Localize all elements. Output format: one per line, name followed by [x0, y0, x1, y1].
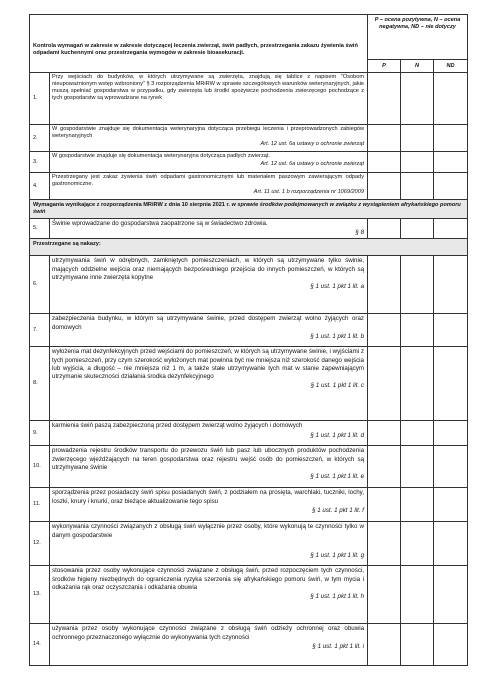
- row-number: 9.: [30, 421, 50, 446]
- legal-reference: Art. 12 ust. 6a ustawy o ochronie zwierząt: [260, 161, 365, 167]
- requirement-text: [50, 624, 368, 666]
- table-row: [30, 566, 468, 624]
- section-title-main: Wymagania wynikające z rozporządzenia MRiRW z dnia 10 sierpnia 2021 r.: [33, 202, 230, 208]
- header-row: [30, 15, 468, 60]
- table-row: [30, 256, 468, 314]
- table-row: [30, 522, 468, 566]
- table-row: [30, 421, 468, 446]
- inspection-checklist-table: [29, 14, 468, 666]
- cell-n[interactable]: [401, 446, 434, 488]
- legal-reference: Art. 11 ust. 1 b rozporządzenia nr 1069/2009: [253, 189, 365, 195]
- cell-n[interactable]: [401, 522, 434, 566]
- requirement-text: [50, 522, 368, 566]
- cell-p[interactable]: [368, 73, 401, 125]
- cell-p[interactable]: [368, 522, 401, 566]
- legal-reference: § 1 ust. 1 pkt 1 lit. c: [310, 382, 365, 390]
- table-row: [30, 219, 468, 239]
- cell-nd[interactable]: [434, 347, 468, 421]
- row-number: 12.: [30, 522, 50, 566]
- cell-p[interactable]: [368, 152, 401, 173]
- cell-p[interactable]: [368, 256, 401, 314]
- requirement-text: [50, 488, 368, 522]
- legal-reference: § 1 ust. 1 pkt 1 lit. e: [310, 473, 365, 481]
- requirement-text: [50, 566, 368, 624]
- section-header-row: [30, 200, 468, 219]
- rating-legend: P – ocena pozytywna, N – ocena negatywna, ND – nie dotyczy: [368, 15, 468, 60]
- row-number: 2.: [30, 125, 50, 152]
- row-number: 6.: [30, 256, 50, 314]
- cell-n[interactable]: [401, 73, 434, 125]
- cell-nd[interactable]: [434, 152, 468, 173]
- row-number: 7.: [30, 314, 50, 347]
- requirement-desc: utrzymywania świń w odrębnych, zamkniętych pomieszczeniach, w których są utrzymywane tylko świnie, mających oddzielne wejścia oraz niemających bezpośredniego przejścia do innych pomieszczeń, w których są utrzymywane inne zwierzęta kopytne: [52, 257, 365, 281]
- form-title: Kontrola wymagań w zakresie w zakresie dotyczącej leczenia zwierząt, świń padłych, przestrzegania zakazu żywienia świń odpadami kuchennymi oraz przestrzegania wymogów w zakresie bioasekuracji.: [30, 15, 368, 73]
- section-title: Przestrzegane są nakazy:: [30, 239, 468, 256]
- requirement-desc: karmienia świń paszą zabezpieczoną przed dostępem zwierząt wolno żyjących i domowych: [52, 422, 303, 430]
- requirement-text: [50, 314, 368, 347]
- cell-p[interactable]: [368, 446, 401, 488]
- section-title: [30, 200, 468, 219]
- cell-n[interactable]: [401, 347, 434, 421]
- cell-nd[interactable]: [434, 73, 468, 125]
- requirement-text: [50, 256, 368, 314]
- table-row: [30, 624, 468, 666]
- requirement-desc: Przestrzegany jest zakaz żywienia świń odpadami gastronomicznymi lub materiałem paszowym zawierającym odpady gastronomiczne.: [52, 174, 365, 187]
- column-header-nd: ND: [434, 60, 468, 73]
- requirement-desc: wykonywania czynności związanych z obsługą świń wyłącznie przez osoby, które wykonują te czynności tylko w danym gospodarstwie: [52, 523, 365, 539]
- cell-n[interactable]: [401, 421, 434, 446]
- column-header-n: N: [401, 60, 434, 73]
- requirement-desc: prowadzenia rejestru środków transportu do przewozu świń lub pasz lub ubocznych produktów pochodzenia zwierzęcego wjeżdżających na teren gospodarstwa oraz rejestru wejść osób do pomieszczeń, w których są utrzymywane świnie: [52, 447, 365, 471]
- legal-reference: Art. 12 ust. 6a ustawy o ochronie zwierząt: [260, 141, 365, 147]
- table-row: [30, 446, 468, 488]
- row-number: 8.: [30, 347, 50, 421]
- cell-p[interactable]: [368, 173, 401, 200]
- cell-nd[interactable]: [434, 624, 468, 666]
- requirement-desc: wyłożenia mat dezynfekcyjnych przed wejściami do pomieszczeń, w których są utrzymywane świnie, i wyjściami z tych pomieszczeń, przy czym szerokość wyłożonych mat powinna być nie mniejsza niż szerokość danego wejścia lub wyjścia, a długość – nie mniejsza niż 1 m, a także stałe utrzymywanie tych mat w stanie zapewniającym utrzymanie skuteczności działania środka dezynfekcyjnego: [52, 348, 365, 381]
- cell-nd[interactable]: [434, 566, 468, 624]
- cell-p[interactable]: [368, 219, 401, 239]
- legal-reference: § 8: [355, 229, 365, 237]
- cell-p[interactable]: [368, 488, 401, 522]
- legal-reference: § 1 ust. 1 pkt 1 lit. a: [310, 283, 365, 291]
- requirement-desc: Świnie wprowadzane do gospodarstwa zaopatrzone są w świadectwo zdrowia.: [52, 220, 268, 227]
- cell-n[interactable]: [401, 219, 434, 239]
- cell-p[interactable]: [368, 566, 401, 624]
- cell-nd[interactable]: [434, 125, 468, 152]
- cell-n[interactable]: [401, 488, 434, 522]
- row-number: 13.: [30, 566, 50, 624]
- requirement-text: [50, 125, 368, 152]
- cell-n[interactable]: [401, 566, 434, 624]
- table-row: [30, 314, 468, 347]
- cell-p[interactable]: [368, 624, 401, 666]
- row-number: 4.: [30, 173, 50, 200]
- cell-nd[interactable]: [434, 256, 468, 314]
- legal-reference: § 1 ust. 1 pkt 1 lit. h: [310, 593, 365, 601]
- cell-nd[interactable]: [434, 522, 468, 566]
- cell-nd[interactable]: [434, 421, 468, 446]
- cell-nd[interactable]: [434, 173, 468, 200]
- cell-p[interactable]: [368, 125, 401, 152]
- requirement-text: [50, 173, 368, 200]
- cell-nd[interactable]: [434, 446, 468, 488]
- column-header-p: P: [368, 60, 401, 73]
- requirement-text: [50, 421, 368, 446]
- cell-n[interactable]: [401, 125, 434, 152]
- cell-nd[interactable]: [434, 314, 468, 347]
- legal-reference: § 1 ust. 1 pkt 1 lit. i: [312, 642, 365, 650]
- table-row: [30, 488, 468, 522]
- legal-reference: § 1 ust. 1 pkt 1 lit. f: [312, 506, 365, 514]
- table-row: [30, 125, 468, 152]
- table-row: [30, 73, 468, 125]
- requirement-text: [50, 446, 368, 488]
- row-number: 1.: [30, 73, 50, 125]
- cell-n[interactable]: [401, 624, 434, 666]
- table-row: [30, 173, 468, 200]
- requirement-desc: zabezpieczenia budynku, w którym są utrzymywane świnie, przed dostępem zwierząt wolno żyjących oraz domowych: [52, 315, 365, 331]
- cell-n[interactable]: [401, 314, 434, 347]
- cell-p[interactable]: [368, 314, 401, 347]
- cell-p[interactable]: [368, 421, 401, 446]
- requirement-text: [50, 219, 368, 239]
- row-number: 14.: [30, 624, 50, 666]
- section-header-row: [30, 239, 468, 256]
- cell-p[interactable]: [368, 347, 401, 421]
- row-number: 5.: [30, 219, 50, 239]
- requirement-desc: W gospodarstwie znajduje się dokumentacja weterynaryjna dotycząca przebiegu leczenia i przeprowadzonych zabiegów weterynaryjnych: [52, 126, 365, 139]
- table-row: [30, 152, 468, 173]
- requirement-desc: Przy wejściach do budynków, w których utrzymywane są zwierzęta, znajdują się tablice z napisem "Osobom nieupoważnionym wstęp wzbroniony" § 3 rozporządzenia MRiRW w sprawie szczegółowych warunków weterynaryjnych, jakie muszą spełniać gospodarstwa w przypadku, gdy zwierzęta lub środki spożywcze pochodzenia zwierzęcego pochodzące z tych gospodarstw są wprowadzane na rynek: [52, 74, 365, 101]
- requirement-desc: sporządzenia przez posiadaczy świń spisu posiadanych świń, z podziałem na prosięta, warchlaki, tuczniki, lochy, loszki, knury i knurki, oraz bieżące aktualizowanie tego spisu: [52, 489, 365, 505]
- legal-reference: § 1 ust. 1 pkt 1 lit. b: [310, 332, 365, 340]
- legal-reference: § 1 ust. 1 pkt 1 lit. d: [310, 431, 365, 439]
- requirement-text: [50, 347, 368, 421]
- cell-n[interactable]: [401, 256, 434, 314]
- requirement-desc: używania przez osoby wykonujące czynności związane z obsługą świń odzieży ochronnej oraz obuwia ochronnego przeznaczonego wyłącznie do wykonywania tych czynności: [52, 625, 365, 641]
- cell-n[interactable]: [401, 173, 434, 200]
- legal-reference: § 1 ust. 1 pkt 1 lit. g: [310, 551, 365, 559]
- requirement-text: [50, 152, 368, 173]
- table-row: [30, 347, 468, 421]
- section-title-italic: w sprawie środków podejmowanych w związku z wystąpieniem afrykańskiego pomoru świń: [33, 202, 461, 215]
- cell-nd[interactable]: [434, 219, 468, 239]
- row-number: 10.: [30, 446, 50, 488]
- row-number: 11.: [30, 488, 50, 522]
- row-number: 3.: [30, 152, 50, 173]
- requirement-desc: stosowania przez osoby wykonujące czynności związane z obsługą świń, przed rozpoczęciem tych czynności, środków higieny niezbędnych do ograniczenia ryzyka szerzenia się afrykańskiego pomoru świń, w tym mycia i odkażania rąk oraz oczyszczania i odkażania obuwia: [52, 567, 365, 591]
- cell-n[interactable]: [401, 152, 434, 173]
- requirement-text: [50, 73, 368, 125]
- cell-nd[interactable]: [434, 488, 468, 522]
- requirement-desc: W gospodarstwie znajduje się dokumentacja weterynaryjna dotycząca padłych zwierząt.: [52, 153, 270, 159]
